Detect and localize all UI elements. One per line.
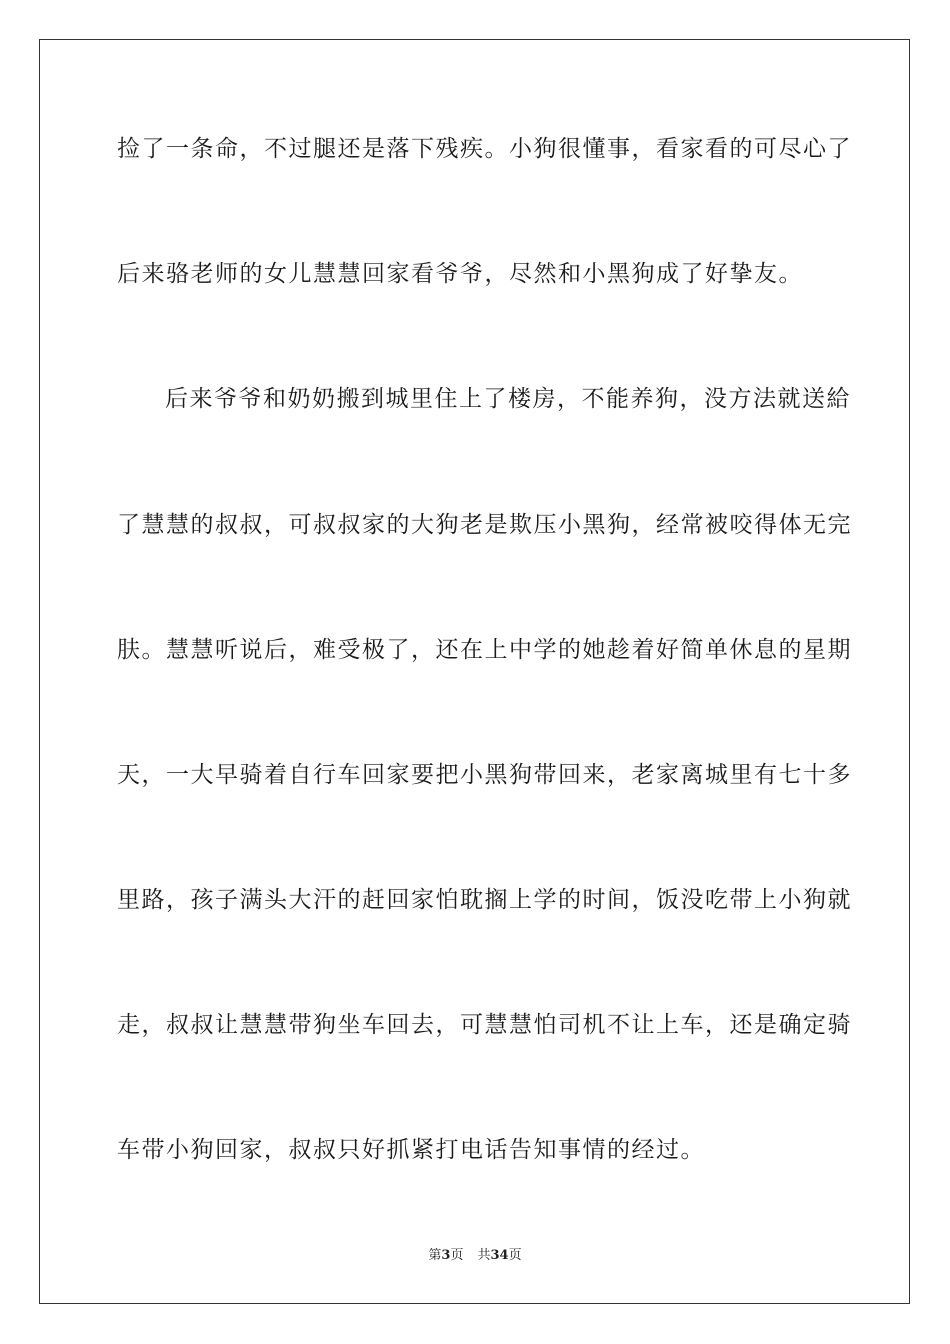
page-footer: [0, 1247, 950, 1265]
text-line: 捡了一条命，不过腿还是落下残疾。小狗很懂事，看家看的可尽心了: [117, 136, 852, 162]
page-indicator: [428, 1248, 463, 1263]
text-line: 天，一大早骑着自行车回家要把小黑狗带回来，老家离城里有七十多: [117, 762, 852, 788]
page-suffix: 页: [450, 1248, 464, 1263]
text-line: 里路，孩子满头大汗的赶回家怕耽搁上学的时间，饭没吃带上小狗就: [117, 887, 852, 913]
text-line: 肤。慧慧听说后，难受极了，还在上中学的她趁着好简单休息的星期: [117, 637, 852, 663]
page-number: 3: [441, 1248, 451, 1263]
paragraph-first-line: 后来爷爷和奶奶搬到城里住上了楼房，不能养狗，没方法就送給: [165, 386, 851, 412]
text-line: 车带小狗回家，叔叔只好抓紧打电话告知事情的经过。: [117, 1137, 705, 1163]
text-line: 走，叔叔让慧慧带狗坐车回去，可慧慧怕司机不让上车，还是确定骑: [117, 1012, 852, 1038]
text-line: 了慧慧的叔叔，可叔叔家的大狗老是欺压小黑狗，经常被咬得体无完: [117, 512, 852, 538]
page-border: [39, 39, 910, 1304]
total-pages: 34: [490, 1248, 509, 1263]
text-line: 后来骆老师的女儿慧慧回家看爷爷，尽然和小黑狗成了好挚友。: [117, 261, 803, 287]
page-prefix: 第: [428, 1248, 442, 1263]
total-prefix: 共: [477, 1248, 491, 1263]
total-pages-indicator: [477, 1248, 521, 1263]
total-suffix: 页: [508, 1248, 522, 1263]
